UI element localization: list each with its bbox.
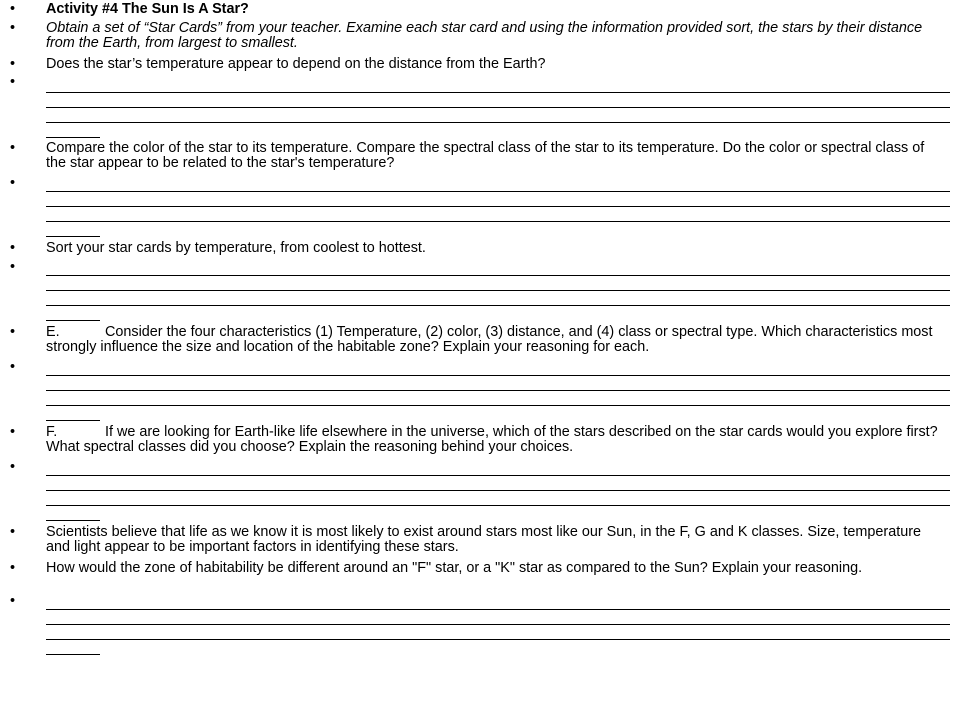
answer-line [46, 405, 950, 406]
instruction-sort-temperature: Sort your star cards by temperature, from coolest to hottest. [46, 240, 426, 256]
answer-line-end [46, 654, 100, 655]
answer-line [46, 375, 950, 376]
answer-line [46, 275, 950, 276]
bullet: • [10, 593, 16, 609]
answer-line [46, 92, 950, 93]
bullet: • [10, 20, 16, 36]
answer-line [46, 390, 950, 391]
bullet: • [10, 560, 16, 576]
answer-line-end [46, 236, 100, 237]
statement-sun-like-stars: Scientists believe that life as we know it is most likely to exist around stars most like our Sun, in the F, G and K classes. Size, temperature and light appear to be important factors in identifying these stars. [46, 524, 922, 555]
answer-line [46, 290, 950, 291]
bullet: • [10, 240, 16, 256]
question-e-text: Consider the four characteristics (1) Temperature, (2) color, (3) distance, and (4) class or spectral type. Which characteristics most strongly influence the size and location of the habitable zone? Explain your reasoning for each. [46, 324, 933, 355]
answer-line [46, 490, 950, 491]
answer-line [46, 107, 950, 108]
answer-line-end [46, 520, 100, 521]
answer-line [46, 505, 950, 506]
answer-line-end [46, 320, 100, 321]
bullet: • [10, 1, 16, 17]
item-label-e: E. [46, 324, 60, 340]
bullet: • [10, 175, 16, 191]
answer-line [46, 206, 950, 207]
answer-line [46, 191, 950, 192]
question-habitability-zone: How would the zone of habitability be different around an "F" star, or a "K" star as compared to the Sun? Explain your reasoning. [46, 560, 863, 576]
instruction-star-cards: Obtain a set of “Star Cards” from your teacher. Examine each star card and using the information provided sort, the stars by their distance from the Earth, from largest to smallest. [46, 20, 923, 51]
answer-line [46, 475, 950, 476]
bullet: • [10, 324, 16, 340]
bullet: • [10, 459, 16, 475]
answer-line [46, 122, 950, 123]
answer-line [46, 639, 950, 640]
question-temperature-distance: Does the star’s temperature appear to depend on the distance from the Earth? [46, 56, 546, 72]
bullet: • [10, 424, 16, 440]
activity-title: Activity #4 The Sun Is A Star? [46, 1, 249, 17]
answer-line [46, 609, 950, 610]
bullet: • [10, 524, 16, 540]
question-color-spectral-class: Compare the color of the star to its temperature. Compare the spectral class of the star to its temperature. Do the color or spectral class of the star appear to be related to the star's temperature? [46, 140, 925, 171]
item-label-f: F. [46, 424, 58, 440]
answer-line [46, 305, 950, 306]
answer-line-end [46, 137, 100, 138]
bullet: • [10, 74, 16, 90]
bullet: • [10, 259, 16, 275]
question-f-text: If we are looking for Earth-like life elsewhere in the universe, which of the stars described on the star cards would you explore first? What spectral classes did you choose? Explain the reasoning behind your choices. [46, 424, 938, 455]
answer-line-end [46, 420, 100, 421]
question-f-explore [46, 425, 946, 455]
bullet: • [10, 56, 16, 72]
question-e-characteristics [46, 325, 946, 355]
answer-line [46, 624, 950, 625]
bullet: • [10, 140, 16, 156]
bullet: • [10, 359, 16, 375]
answer-line [46, 221, 950, 222]
